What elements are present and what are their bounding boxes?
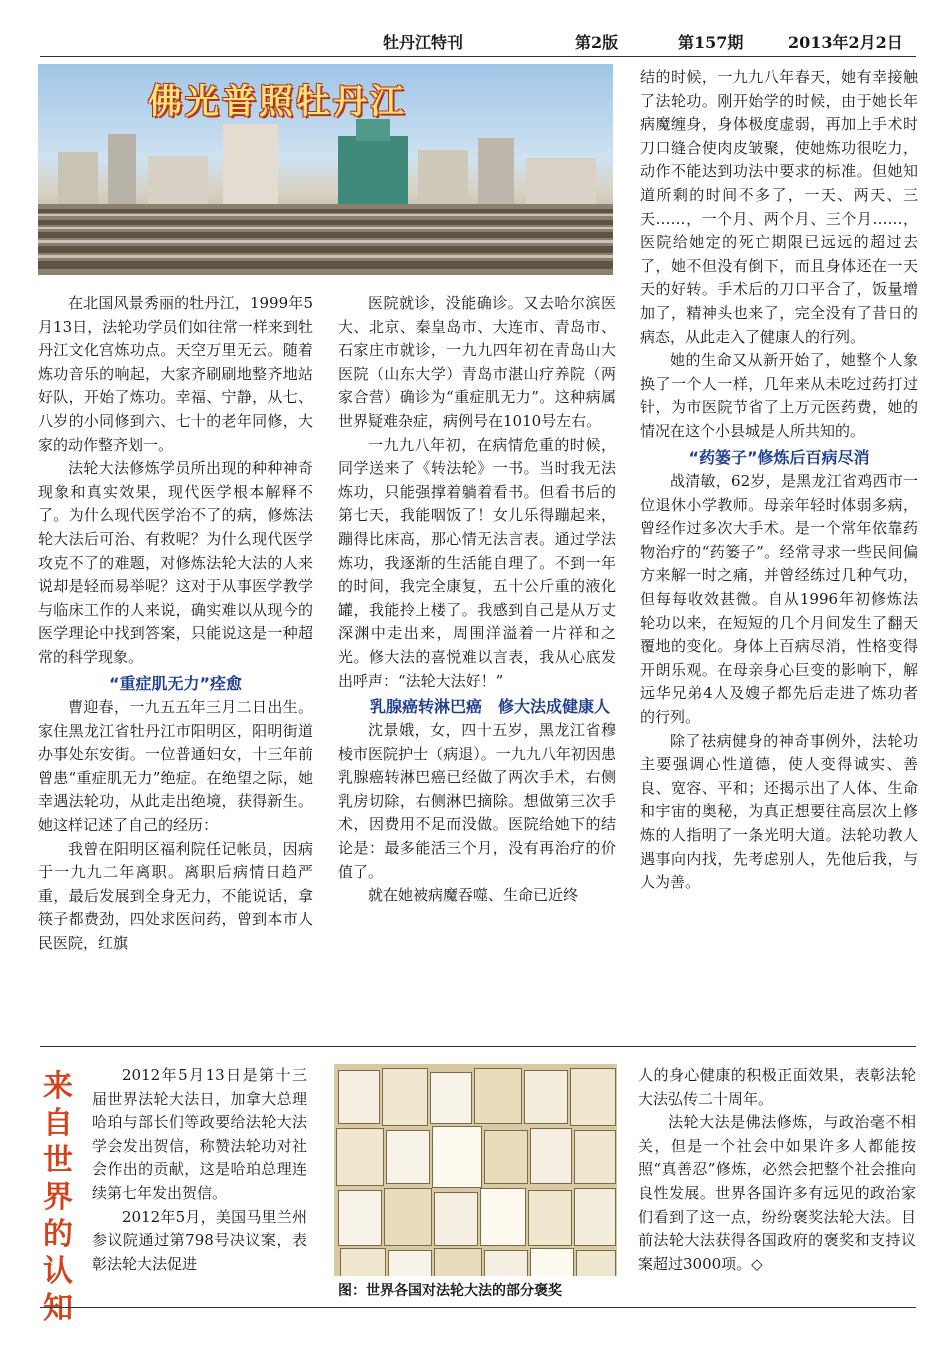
edition-number: 第2版 bbox=[575, 33, 619, 52]
paragraph: 结的时候，一九九八年春天，她有幸接触了法轮功。刚开始学的时候，由于她长年病魔缠身，身体极度虚弱，再加上手术时刀口缝合使肉皮皱聚，使她炼功很吃力，动作不能达到功法中要求的标准。但她知道所剩的时间不多了，一天、两天、三天……，一个月、两个月、三个月……，医院给她定的死亡期限已远远的超过去了，她不但没有倒下，而且身体还在一天天的好转。手术后的刀口平合了，饭量增加了，精神头也来了，完全没有了昔日的病态，从此走入了健康人的行列。 bbox=[640, 68, 918, 346]
photo-headline: 佛光普照牡丹江 bbox=[148, 82, 407, 122]
paragraph: 我曾在阳明区福利院任记帐员，因病于一九九二年离职。离职后病情日趋严重，最后发展到全身无力，不能说话，拿筷子都费劲，四处求医问药，曾到本市人民医院，红旗 bbox=[38, 839, 313, 953]
paragraph: 就在她被病魔吞噬、生命已近终 bbox=[368, 886, 579, 905]
vertical-section-title: 来自世界的认知 bbox=[43, 1069, 73, 1326]
issue-date: 2013年2月2日 bbox=[788, 33, 903, 52]
paragraph: 在北国风景秀丽的牡丹江，1999年5月13日，法轮功学员们如往常一样来到牡丹江文化宫炼功点。天空万里无云。随着炼功音乐的响起，大家齐刷刷地整齐地站好队，开始了炼功。幸福、宁静，从七、八岁的小同修到六、七十的老年同修，大家的动作整齐划一。 bbox=[38, 294, 313, 454]
paragraph: 战清敏，62岁，是黑龙江省鸡西市一位退休小学教师。母亲年轻时体弱多病，曾经作过多次大手术。是一个常年依靠药物治疗的“药篓子”。经常寻求一些民间偏方来解一时之痛，并曾经练过几种气功，但每每收效甚微。自从1996年初修炼法轮功以来，在短短的几个月间发生了翻天覆地的变化。身体上百病尽消，性格变得开朗乐观。在母亲身心巨变的影响下，解远华兄弟4人及嫂子都先后走进了炼功者的行列。 bbox=[640, 472, 918, 727]
section-rule bbox=[40, 1046, 916, 1047]
paragraph: 她的生命又从新开始了，她整个人象换了一个人一样，几年来从未吃过药打过针，为市医院节省了上万元医药费，她的情况在这个小县城是人所共知的。 bbox=[640, 351, 918, 440]
awards-collage-image bbox=[334, 1064, 617, 1276]
recognition-left-column bbox=[92, 1064, 307, 1276]
paragraph: 除了祛病健身的神奇事例外，法轮功主要强调心性道德，使人变得诚实、善良、宽容、平和；还揭示出了人体、生命和宇宙的奥秘，为真正想要往高层次上修炼的人指明了一条光明大道。法轮功教人遇事向内找，先考虑别人，先他后我，与人为善。 bbox=[640, 731, 918, 892]
practice-photo bbox=[38, 64, 613, 275]
paragraph: 曹迎春，一九五五年三月二日出生。家住黑龙江省牡丹江市阳明区，阳明街道办事处东安街。一位普通妇女，十三年前曾患“重症肌无力”绝症。在绝望之际，她幸遇法轮功，从此走出绝境，获得新生。她这样记述了自己的经历： bbox=[38, 698, 313, 835]
image-caption: 图：世界各国对法轮大法的部分褒奖 bbox=[338, 1283, 562, 1299]
paragraph: 沈景娥，女，四十五岁，黑龙江省穆棱市医院护士（病退）。一九九八年初因患乳腺癌转淋巴癌已经做了两次手术，右侧乳房切除，右侧淋巴摘除。想做第三次手术，因费用不足而没做。医院给她下的结论是：最多能活三个月，没有再治疗的价值了。 bbox=[338, 721, 616, 881]
paper-name: 牡丹江特刊 bbox=[383, 33, 464, 52]
recognition-right-column bbox=[638, 1064, 916, 1276]
article-column-2 bbox=[338, 292, 616, 908]
paragraph: 2012年5月，美国马里兰州参议院通过第798号决议案，表彰法轮大法促进 bbox=[92, 1207, 307, 1273]
paragraph: 人的身心健康的积极正面效果，表彰法轮大法弘传二十周年。 bbox=[638, 1066, 916, 1108]
paragraph: 法轮大法修炼学员所出现的种种神奇现象和真实效果，现代医学根本解释不了。为什么现代医学治不了的病，修炼法轮大法后可治、有救呢？为什么现代医学攻克不了的难题，对修炼法轮大法的人来说却是轻而易举呢？这对于从事医学教学与临床工作的人来说，确实难以从现今的医学理论中找到答案，只能说这是一种超常的科学现象。 bbox=[38, 459, 313, 666]
footer-rule bbox=[40, 1307, 916, 1308]
paragraph: 2012年5月13日是第十三届世界法轮大法日，加拿大总理哈珀与部长们等政要给法轮大法学会发出贺信，称赞法轮功对社会作出的贡献，这是哈珀总理连续第七年发出贺信。 bbox=[92, 1066, 307, 1202]
paragraph: 一九九八年初，在病情危重的时候，同学送来了《转法轮》一书。当时我无法炼功，只能强撑着躺着看书。但看书后的第七天，我能咽饭了！女儿乐得蹦起来，蹦得比床高，那心情无法言表。通过学法炼功，我逐渐的生活能自理了。不到一年的时间，我完全康复，五十公斤重的液化罐，我能拎上楼了。我感到自己是从万丈深渊中走出来，周围洋溢着一片祥和之光。修大法的喜悦难以言表，我从心底发出呼声：“法轮大法好！” bbox=[338, 435, 616, 690]
issue-number: 第157期 bbox=[678, 33, 744, 52]
paragraph: 医院就诊，没能确诊。又去哈尔滨医大、北京、秦皇岛市、大连市、青岛市、石家庄市就诊，一九九四年初在青岛山大医院（山东大学）青岛市湛山疗养院（两家合营）确诊为“重症肌无力”。这种病属世界疑难杂症，病例号在1010号左右。 bbox=[338, 294, 616, 430]
article-column-1 bbox=[38, 292, 313, 956]
section-heading: 乳腺癌转淋巴癌 修大法成健康人 bbox=[370, 697, 611, 717]
section-heading: “重症肌无力”痊愈 bbox=[108, 673, 243, 693]
masthead bbox=[40, 26, 916, 56]
paragraph: 法轮大法是佛法修炼，与政治毫不相关，但是一个社会中如果许多人都能按照“真善忍”修炼，必然会把整个社会推向良性发展。世界各国许多有远见的政治家们看到了这一点，纷纷褒奖法轮大法。目前法轮大法获得各国政府的褒奖和支持议案超过3000项。◇ bbox=[638, 1113, 916, 1273]
section-heading: “药篓子”修炼后百病尽消 bbox=[688, 447, 870, 467]
article-column-3 bbox=[640, 66, 918, 895]
header-rule bbox=[40, 56, 916, 57]
